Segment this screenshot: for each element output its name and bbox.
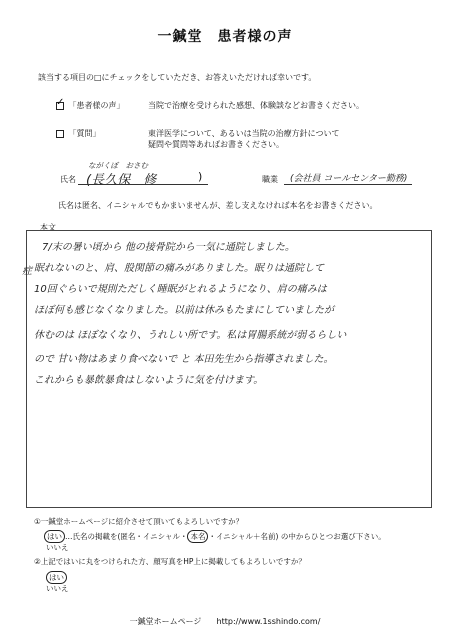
q1-text: ①一鍼堂ホームページに紹介させて頂いてもよろしいですか？ bbox=[34, 517, 244, 526]
q1-name-choice[interactable]: 本名 bbox=[187, 530, 208, 543]
body-line: 10回ぐらいで規則ただしく睡眠がとれるようになり、肩の痛みは bbox=[34, 284, 327, 295]
occupation-label: 職業 bbox=[262, 175, 278, 184]
margin-mark: 症 bbox=[22, 266, 32, 277]
intro-text: 該当する項目の□にチェックをしていただき、お答えいただければ幸いです。 bbox=[38, 73, 317, 82]
name-furigana: ながくぼ おさむ bbox=[88, 161, 148, 170]
question-checkbox[interactable] bbox=[56, 130, 64, 138]
body-line: ほぼ何も感じなくなりました。以前は休みもたまにしていましたが bbox=[34, 305, 334, 316]
q2-no-option[interactable]: いいえ bbox=[46, 584, 69, 593]
footer-url[interactable]: http://www.1sshindo.com/ bbox=[216, 617, 321, 626]
question-option[interactable] bbox=[56, 128, 101, 139]
name-note: 氏名は匿名、イニシャルでもかまいませんが、差し支えなければ本名をお書きください。 bbox=[58, 201, 378, 210]
name-close-paren: ) bbox=[198, 170, 203, 183]
name-value: (長久保 修 bbox=[86, 173, 157, 188]
footer bbox=[0, 616, 450, 627]
voice-label: 「患者様の声」 bbox=[68, 101, 125, 110]
q2-text: ②上記ではいに丸をつけられた方、顔写真をHP上に掲載してもよろしいですか？ bbox=[34, 557, 306, 566]
body-line: 眠れないのと、肩、股関節の痛みがありました。眠りは通院して bbox=[34, 263, 324, 274]
q1-rest2: ・イニシャル＋名前) の中からひとつお選び下さい。 bbox=[208, 532, 386, 541]
q1-rest: …氏名の掲載を(匿名・イニシャル・ bbox=[65, 532, 188, 541]
q1-answer-row bbox=[44, 530, 386, 543]
question-description-1: 東洋医学について、あるいは当院の治療方針について bbox=[148, 129, 340, 138]
name-label: 氏名 bbox=[60, 175, 76, 184]
body-line: 7/末の暑い頃から 他の接骨院から一気に通院しました。 bbox=[42, 242, 295, 253]
body-line: 休むのは ほぼなくなり、うれしい所です。私は胃腸系統が弱るらしい bbox=[34, 330, 347, 341]
name-underline bbox=[78, 184, 208, 185]
voice-option[interactable] bbox=[56, 100, 125, 111]
q1-yes-option[interactable]: はい bbox=[44, 530, 65, 543]
voice-checkbox[interactable] bbox=[56, 102, 64, 110]
body-line: ので 甘い物はあまり食べないで と 本田先生から指導されました。 bbox=[34, 354, 334, 365]
page-title: 一鍼堂 患者様の声 bbox=[157, 29, 293, 45]
occupation-underline bbox=[284, 184, 412, 185]
body-line: これからも暴飲暴食はしないように気を付けます。 bbox=[34, 375, 264, 386]
occupation-value: (会社員 コールセンター勤務) bbox=[290, 174, 408, 184]
footer-site-name: 一鍼堂ホームページ bbox=[129, 617, 202, 626]
q1-no-option[interactable]: いいえ bbox=[46, 543, 69, 552]
voice-description: 当院で治療を受けられた感想、体験談などお書きください。 bbox=[148, 101, 364, 110]
body-label: 本文 bbox=[40, 223, 56, 232]
question-description-2: 疑問や質問等あればお書きください。 bbox=[148, 140, 284, 149]
question-label: 「質問」 bbox=[68, 129, 101, 138]
q2-yes-option[interactable]: はい bbox=[46, 571, 67, 584]
